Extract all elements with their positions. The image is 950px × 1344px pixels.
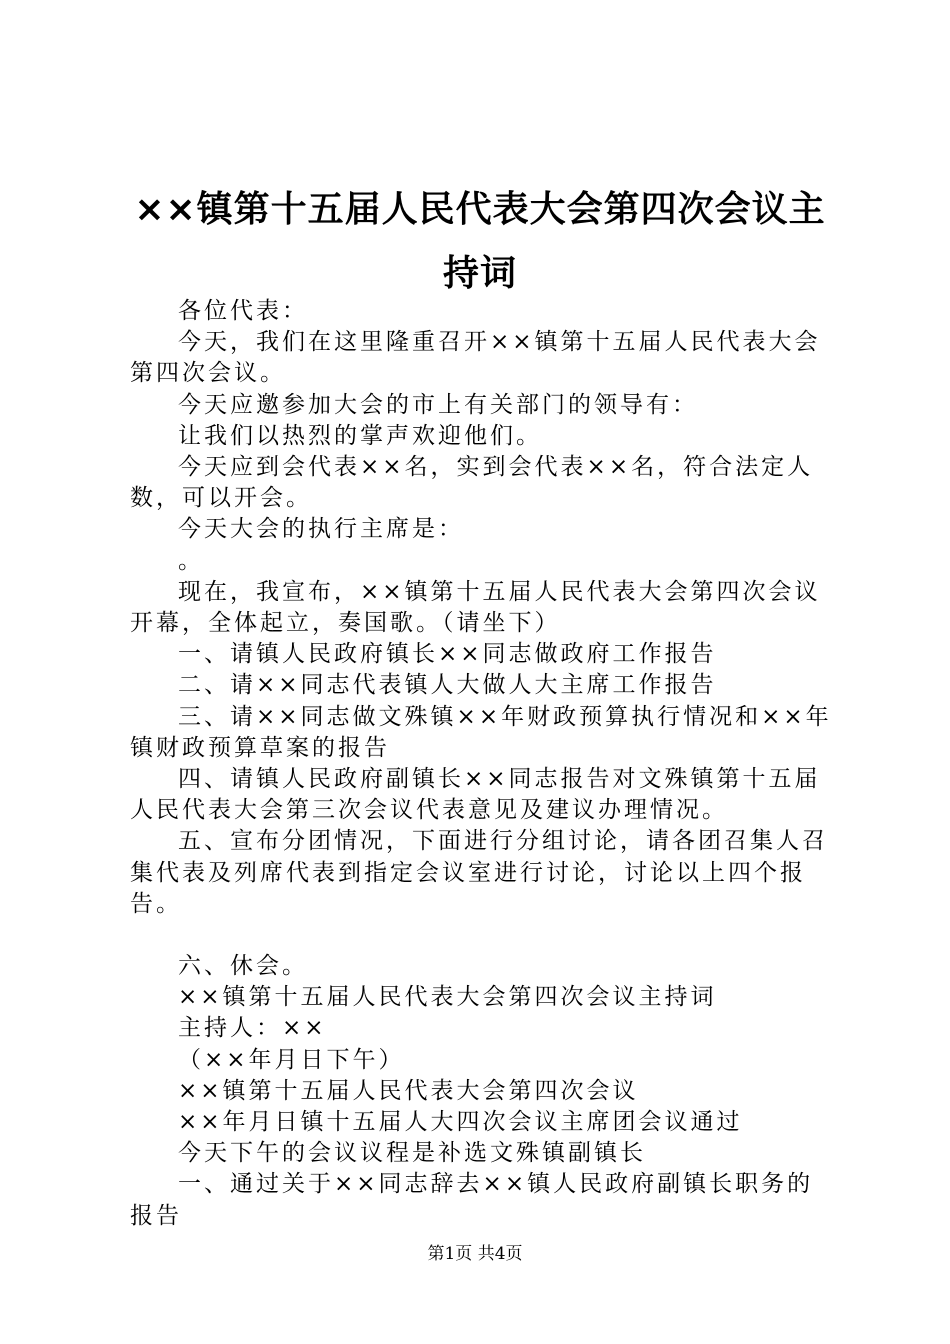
paragraph: 今天大会的执行主席是： [178,516,464,543]
paragraph: 二、请××同志代表镇人大做人大主席工作报告 [178,672,717,699]
paragraph: 一、通过关于××同志辞去××镇人民政府副镇长职务的报告 [130,1171,814,1229]
paragraph: 一、请镇人民政府镇长××同志做政府工作报告 [178,641,717,668]
paragraph: 各位代表： [178,298,308,324]
paragraph: 今天应邀参加大会的市上有关部门的领导有： [178,391,698,418]
paragraph: 三、请××同志做文殊镇××年财政预算执行情况和××年镇财政预算草案的报告 [130,703,832,761]
paragraph: 让我们以热烈的掌声欢迎他们。 [178,422,542,449]
paragraph: 四、请镇人民政府副镇长××同志报告对文殊镇第十五届人民代表大会第三次会议代表意见及建议办理情况。 [130,766,821,824]
paragraph: ××镇第十五届人民代表大会第四次会议 [178,1077,639,1104]
paragraph: 今天，我们在这里隆重召开××镇第十五届人民代表大会第四次会议。 [130,329,821,387]
paragraph: 五、宣布分团情况，下面进行分组讨论，请各团召集人召集代表及列席代表到指定会议室进行讨论，讨论以上四个报告。 [130,828,828,917]
paragraph: 今天下午的会议议程是补选文殊镇副镇长 [178,1140,646,1167]
paragraph: 今天应到会代表××名，实到会代表××名，符合法定人数，可以开会。 [130,454,814,512]
paragraph: （××年月日下午） [178,1046,405,1073]
document-title: ××镇第十五届人民代表大会第四次会议主持词 [134,189,826,294]
paragraph: ××镇第十五届人民代表大会第四次会议主持词 [178,984,717,1011]
paragraph: 六、休会。 [178,953,308,980]
paragraph: ××年月日镇十五届人大四次会议主席团会议通过 [178,1109,743,1136]
paragraph: 主持人：×× [178,1015,327,1042]
paragraph: 。 [178,547,204,574]
document-body [130,296,835,1232]
page-footer: 第1页 共4页 [427,1244,523,1264]
paragraph: 现在，我宣布，××镇第十五届人民代表大会第四次会议开幕，全体起立，奏国歌。（请坐下） [130,578,821,637]
